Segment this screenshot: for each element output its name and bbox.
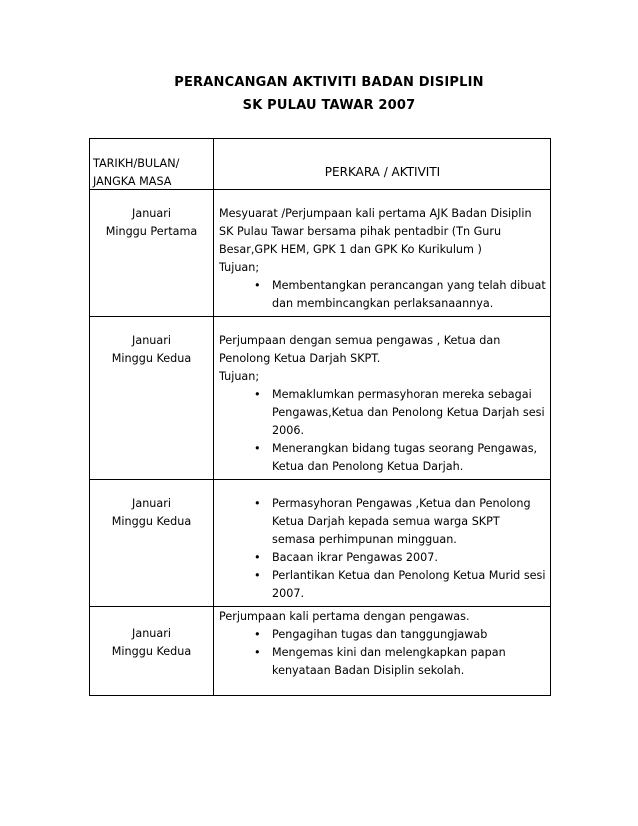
activity-bullets <box>219 277 546 313</box>
date-week: Minggu Kedua <box>111 515 192 528</box>
activity-table <box>89 138 551 696</box>
date-month: Januari <box>132 497 171 510</box>
table-header-row <box>90 139 551 190</box>
activity-cell <box>214 190 551 317</box>
activity-cell <box>214 480 551 607</box>
list-item: • Perlantikan Ketua dan Penolong Ketua Murid sesi 2007. <box>251 567 546 603</box>
list-item: • Mengemas kini dan melengkapkan papan kenyataan Badan Disiplin sekolah. <box>251 644 546 680</box>
document-subtitle: SK PULAU TAWAR 2007 <box>242 98 416 113</box>
document-title: PERANCANGAN AKTIVITI BADAN DISIPLIN <box>174 75 484 90</box>
date-cell <box>90 480 214 607</box>
list-item: • Pengagihan tugas dan tanggungjawab <box>251 626 546 644</box>
header-date-label-line2: JANGKA MASA <box>93 175 172 188</box>
activity-cell <box>214 317 551 480</box>
activity-purpose-label: Tujuan; <box>219 261 260 274</box>
table-row <box>90 480 551 607</box>
table-row <box>90 607 551 696</box>
header-date-cell <box>90 139 214 190</box>
date-week: Minggu Kedua <box>111 645 192 658</box>
date-month: Januari <box>132 627 171 640</box>
header-activity-cell <box>214 139 551 190</box>
table-row <box>90 190 551 317</box>
date-cell <box>90 317 214 480</box>
date-week: Minggu Kedua <box>111 352 192 365</box>
list-item: • Permasyhoran Pengawas ,Ketua dan Penolong Ketua Darjah kepada semua warga SKPT semasa perhimpunan mingguan. <box>251 495 546 549</box>
activity-bullets <box>219 495 546 603</box>
activity-bullets <box>219 386 546 476</box>
date-month: Januari <box>132 334 171 347</box>
date-week: Minggu Pertama <box>105 225 198 238</box>
activity-bullets <box>219 626 546 680</box>
list-item: • Menerangkan bidang tugas seorang Pengawas, Ketua dan Penolong Ketua Darjah. <box>251 440 546 476</box>
list-item: • Bacaan ikrar Pengawas 2007. <box>251 549 546 567</box>
activity-intro: Mesyuarat /Perjumpaan kali pertama AJK Badan Disiplin SK Pulau Tawar bersama pihak pentadbir (Tn Guru Besar,GPK HEM, GPK 1 dan GPK Ko Kurikulum ) <box>219 207 532 256</box>
date-cell <box>90 190 214 317</box>
activity-intro: Perjumpaan kali pertama dengan pengawas. <box>219 610 470 623</box>
activity-intro: Perjumpaan dengan semua pengawas , Ketua dan Penolong Ketua Darjah SKPT. <box>219 334 501 365</box>
header-activity-label: PERKARA / AKTIVITI <box>324 165 441 179</box>
date-cell <box>90 607 214 696</box>
list-item: • Membentangkan perancangan yang telah dibuat dan membincangkan perlaksanaannya. <box>251 277 546 313</box>
date-month: Januari <box>132 207 171 220</box>
activity-purpose-label: Tujuan; <box>219 370 260 383</box>
list-item: • Memaklumkan permasyhoran mereka sebagai Pengawas,Ketua dan Penolong Ketua Darjah sesi 2006. <box>251 386 546 440</box>
header-date-label-line1: TARIKH/BULAN/ <box>93 157 180 170</box>
activity-cell <box>214 607 551 696</box>
table-row <box>90 317 551 480</box>
